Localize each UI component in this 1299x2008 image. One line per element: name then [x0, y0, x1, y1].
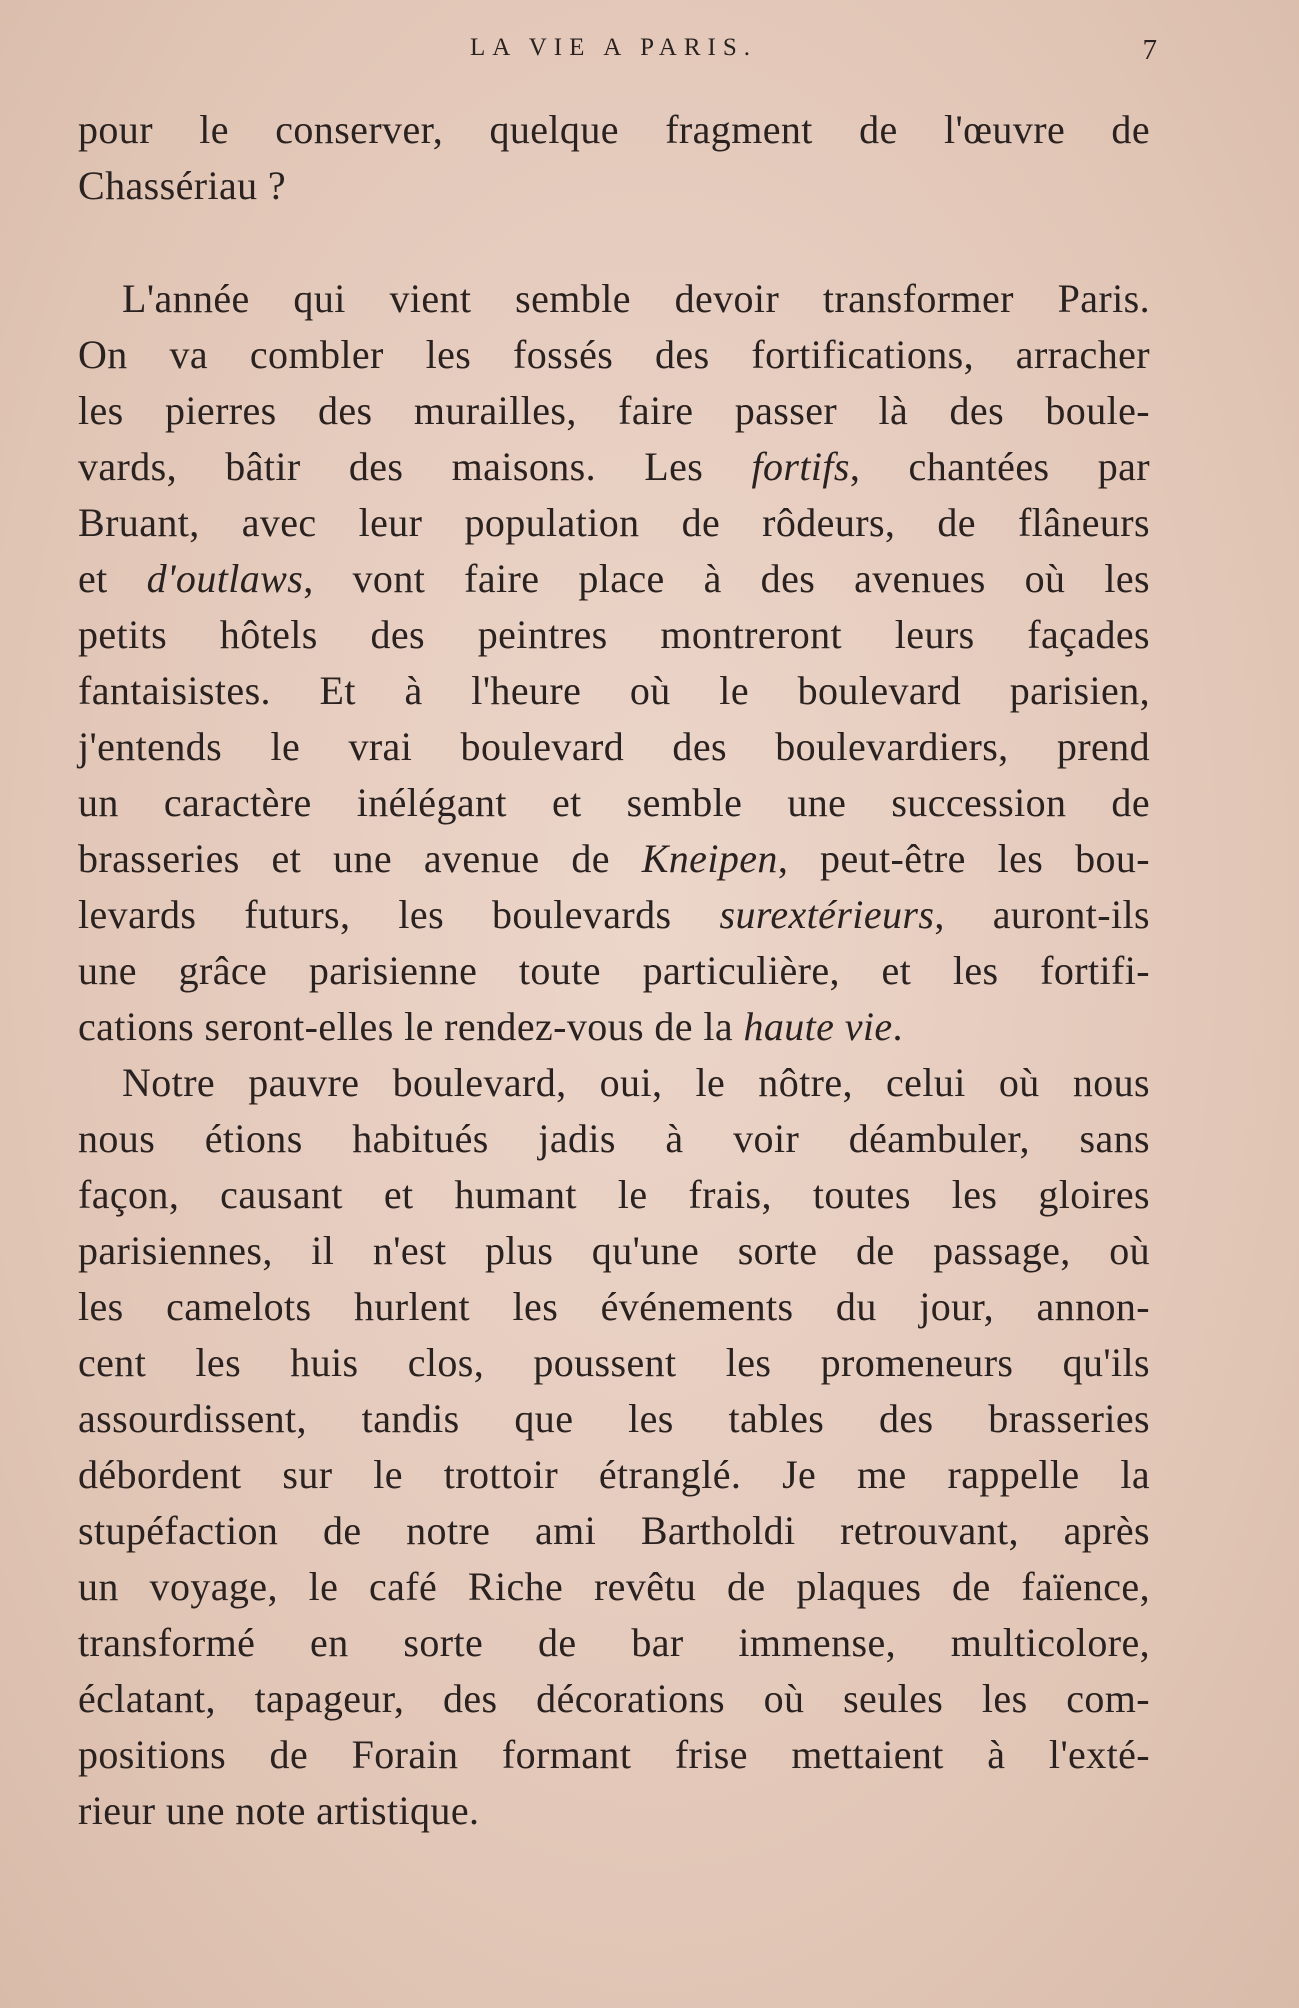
text-run: , peut-être les bou- [777, 836, 1150, 881]
text-line [78, 1727, 1150, 1783]
italic-text: Kneipen [641, 836, 778, 881]
text-run: positions de Forain formant frise mettaient à l'exté- [78, 1732, 1150, 1777]
text-run: transformé en sorte de bar immense, multicolore, [78, 1620, 1150, 1665]
text-line [78, 1447, 1150, 1503]
text-run: façon, causant et humant le frais, toutes les gloires [78, 1172, 1150, 1217]
paragraph [78, 1055, 1150, 1839]
paragraph [78, 271, 1150, 1055]
text-run: les pierres des murailles, faire passer là des boule- [78, 388, 1150, 433]
text-run: les camelots hurlent les événements du jour, annon- [78, 1284, 1150, 1329]
text-run: une grâce parisienne toute particulière, et les fortifi- [78, 948, 1150, 993]
text-line [78, 1783, 1150, 1839]
text-run: cent les huis clos, poussent les promeneurs qu'ils [78, 1340, 1150, 1385]
text-run: un voyage, le café Riche revêtu de plaques de faïence, [78, 1564, 1150, 1609]
text-line [78, 1391, 1150, 1447]
text-line [78, 1055, 1150, 1111]
text-line [78, 271, 1150, 327]
text-run: levards futurs, les boulevards [78, 892, 720, 937]
text-line [78, 1223, 1150, 1279]
text-run: On va combler les fossés des fortifications, arracher [78, 332, 1150, 377]
text-run: j'entends le vrai boulevard des boulevardiers, prend [78, 724, 1150, 769]
text-run: pour le conserver, quelque fragment de l'œuvre de [78, 107, 1150, 152]
italic-text: surextérieurs [719, 892, 935, 937]
text-line [78, 551, 1150, 607]
text-run: assourdissent, tandis que les tables des brasseries [78, 1396, 1150, 1441]
text-line [78, 943, 1150, 999]
text-line [78, 1671, 1150, 1727]
page-number: 7 [1142, 34, 1157, 66]
text-run: . [892, 1004, 903, 1049]
text-run: L'année qui vient semble devoir transformer Paris. [122, 276, 1150, 321]
text-run: vards, bâtir des maisons. Les [78, 444, 752, 489]
text-line [78, 1503, 1150, 1559]
text-run: éclatant, tapageur, des décorations où seules les com- [78, 1676, 1150, 1721]
text-run: un caractère inélégant et semble une succession de [78, 780, 1150, 825]
text-line [78, 439, 1150, 495]
text-line [78, 1335, 1150, 1391]
text-run: Bruant, avec leur population de rôdeurs, de flâneurs [78, 500, 1150, 545]
text-run: fantaisistes. Et à l'heure où le boulevard parisien, [78, 668, 1150, 713]
text-line [78, 831, 1150, 887]
text-line [78, 327, 1150, 383]
text-run: rieur une note artistique. [78, 1788, 480, 1833]
text-line [78, 158, 1150, 214]
text-run: , chantées par [849, 444, 1150, 489]
body-text [78, 102, 1150, 1839]
paragraph [78, 102, 1150, 214]
italic-text: fortifs [751, 444, 850, 489]
text-run: cations seront-elles le rendez-vous de la [78, 1004, 744, 1049]
text-line [78, 1615, 1150, 1671]
text-line [78, 663, 1150, 719]
text-run: nous étions habitués jadis à voir déambuler, sans [78, 1116, 1150, 1161]
text-run: brasseries et une avenue de [78, 836, 642, 881]
text-run: Notre pauvre boulevard, oui, le nôtre, celui où nous [122, 1060, 1150, 1105]
text-line [78, 102, 1150, 158]
text-run: , auront-ils [934, 892, 1150, 937]
text-line [78, 607, 1150, 663]
text-line [78, 999, 1150, 1055]
text-run: parisiennes, il n'est plus qu'une sorte de passage, où [78, 1228, 1150, 1273]
text-line [78, 1559, 1150, 1615]
running-title: LA VIE A PARIS. [469, 34, 757, 61]
text-run: débordent sur le trottoir étranglé. Je me rappelle la [78, 1452, 1150, 1497]
paragraph-spacer [78, 214, 1150, 271]
text-line [78, 383, 1150, 439]
text-run: stupéfaction de notre ami Bartholdi retrouvant, après [78, 1508, 1150, 1553]
running-head [78, 34, 1157, 74]
text-line [78, 1279, 1150, 1335]
text-line [78, 1167, 1150, 1223]
italic-text: haute vie [743, 1004, 893, 1049]
text-line [78, 1111, 1150, 1167]
text-run: Chassériau ? [78, 163, 287, 208]
text-run: petits hôtels des peintres montreront leurs façades [78, 612, 1150, 657]
text-line [78, 495, 1150, 551]
text-line [78, 775, 1150, 831]
text-run: et [78, 556, 147, 601]
text-line [78, 887, 1150, 943]
text-run: , vont faire place à des avenues où les [303, 556, 1150, 601]
text-line [78, 719, 1150, 775]
italic-text: d'outlaws [146, 556, 304, 601]
